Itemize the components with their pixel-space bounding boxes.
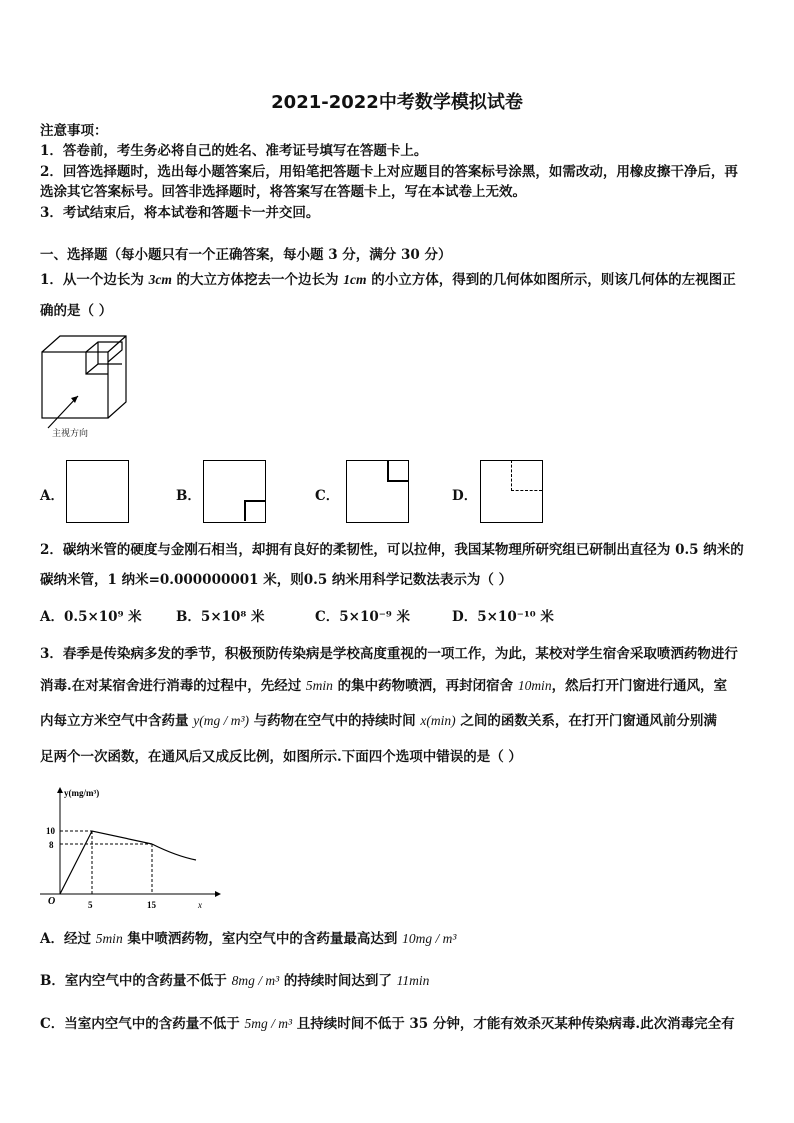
cube-back-edges xyxy=(42,336,126,418)
notice-heading: 注意事项： xyxy=(40,123,108,139)
y-tick-8: 8 xyxy=(49,840,54,850)
q1-option-b-label: B． xyxy=(176,488,201,504)
q2-line-2: 碳纳米管，1 纳米=0.000000001 米，则0.5 纳米用科学记数法表示为（ ） xyxy=(40,572,513,588)
origin-label: O xyxy=(48,896,56,907)
q1-option-a-view xyxy=(66,460,129,523)
q1-option-d-label: D． xyxy=(452,488,478,504)
notice-line-3: 3．考试结束后，将本试卷和答题卡一并交回。 xyxy=(40,205,320,221)
q3-line-4: 足两个一次函数，在通风后又成反比例，如图所示.下面四个选项中错误的是（ ） xyxy=(40,749,522,765)
notice-line-2b: 选涂其它答案标号。回答非选择题时，将答案写在答题卡上，写在本试卷上无效。 xyxy=(40,184,526,200)
graph-line-segments xyxy=(60,831,152,894)
q2-option-a: A．0.5×10⁹ 米 xyxy=(40,609,142,625)
q2-option-d: D．5×10⁻¹⁰ 米 xyxy=(452,609,554,625)
q3-line-1: 3．春季是传染病多发的季节，积极预防传染病是学校高度重视的一项工作，为此，某校对学生宿舍采取喷洒药物进行 xyxy=(40,646,738,662)
q1-option-c-label: C． xyxy=(315,488,340,504)
q1-option-b-view xyxy=(203,460,266,523)
x-tick-5: 5 xyxy=(88,900,93,910)
q3-graph xyxy=(36,782,226,918)
x-axis-label: x xyxy=(198,900,202,910)
notice-line-1: 1．答卷前，考生务必将自己的姓名、准考证号填写在答题卡上。 xyxy=(40,143,428,159)
section-heading: 一、选择题（每小题只有一个正确答案，每小题 3 分，满分 30 分） xyxy=(40,247,452,263)
q1-cube-figure xyxy=(38,334,134,440)
x-tick-15: 15 xyxy=(147,900,156,910)
y-tick-10: 10 xyxy=(46,826,55,836)
q2-option-c: C．5×10⁻⁹ 米 xyxy=(315,609,410,625)
q3-option-b: B．室内空气中的含药量不低于 8mg / m³ 的持续时间达到了 11min xyxy=(40,973,430,989)
q3-line-2: 消毒.在对某宿舍进行消毒的过程中，先经过 5min 的集中药物喷洒，再封闭宿舍 10min，然后打开门窗进行通风，室 xyxy=(40,678,728,694)
graph-curve xyxy=(152,844,196,860)
q1-line-2: 确的是（ ） xyxy=(40,303,113,319)
y-axis-label: y(mg/m³) xyxy=(64,788,100,798)
q2-option-b: B．5×10⁸ 米 xyxy=(176,609,265,625)
page-title: 2021-2022中考数学模拟试卷 xyxy=(271,92,523,113)
q2-line-1: 2．碳纳米管的硬度与金刚石相当，却拥有良好的柔韧性，可以拉伸，我国某物理所研究组已研制出直径为 0.5 纳米的 xyxy=(40,542,744,558)
q1-option-a-label: A． xyxy=(40,488,64,504)
q3-option-c: C．当室内空气中的含药量不低于 5mg / m³ 且持续时间不低于 35 分钟，才能有效杀灭某种传染病毒.此次消毒完全有 xyxy=(40,1016,735,1032)
q3-option-a: A．经过 5min 集中喷洒药物，室内空气中的含药量最高达到 10mg / m³ xyxy=(40,931,457,947)
q1-option-c-view xyxy=(346,460,409,523)
q1-line-1: 1．从一个边长为 3cm 的大立方体挖去一个边长为 1cm 的小立方体，得到的几何体如图所示，则该几何体的左视图正 xyxy=(40,272,736,288)
q1-figure-caption: 主视方向 xyxy=(52,429,89,439)
notice-line-2a: 2．回答选择题时，选出每小题答案后，用铅笔把答题卡上对应题目的答案标号涂黑，如需改动，用橡皮擦干净后，再 xyxy=(40,164,738,180)
q3-line-3: 内每立方米空气中含药量 y(mg / m³) 与药物在空气中的持续时间 x(min) 之间的函数关系，在打开门窗通风前分别满 xyxy=(40,713,717,729)
